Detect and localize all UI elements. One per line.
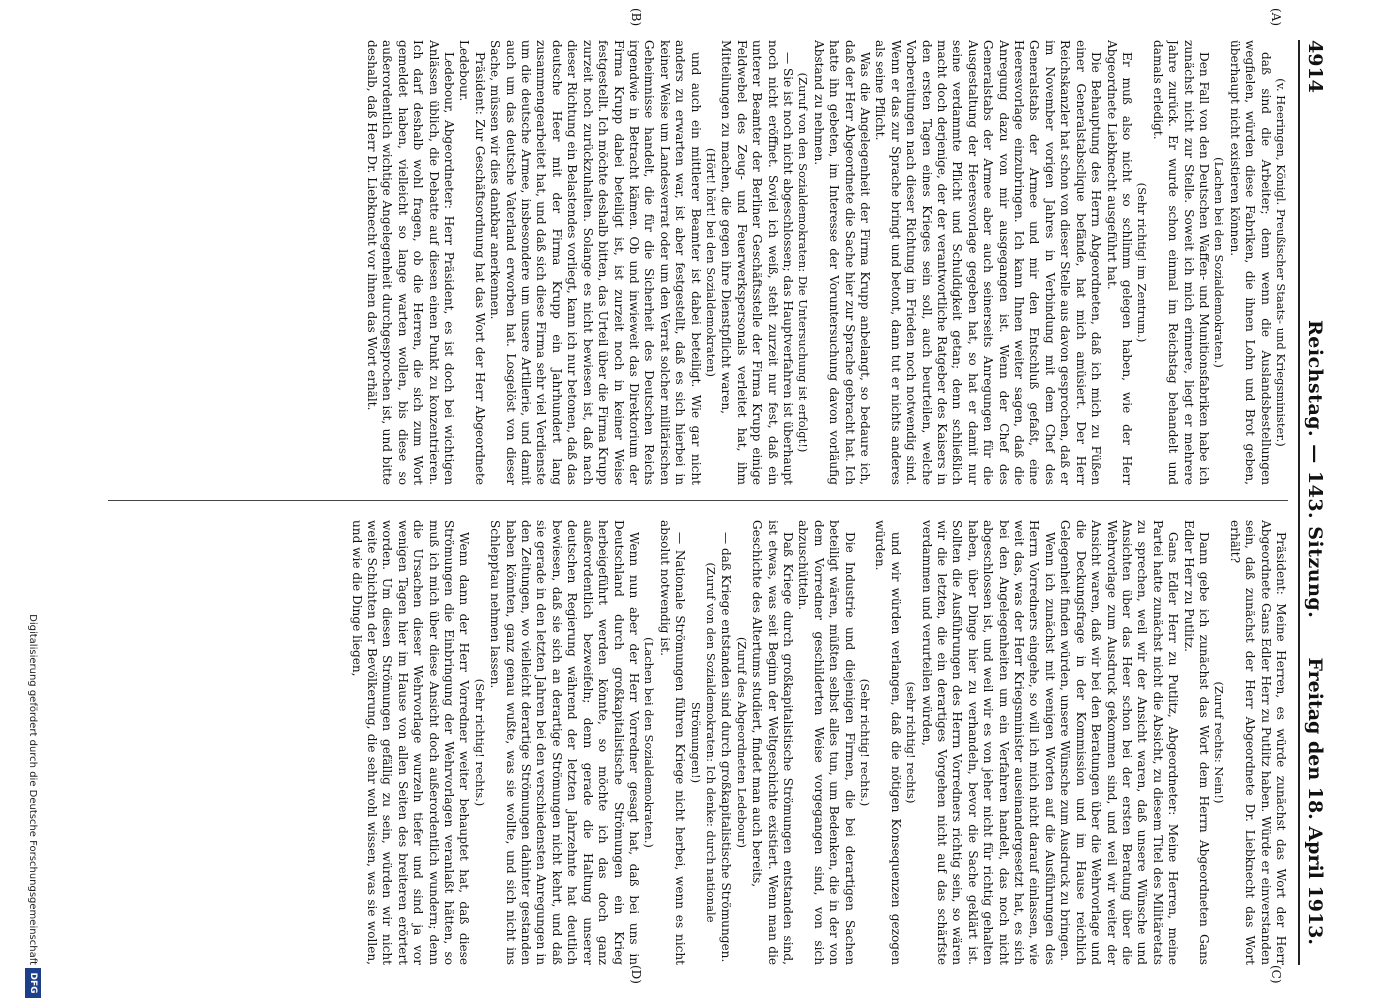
page-header xyxy=(1298,40,1328,965)
interjection: (Zuruf rechts: Nein!) xyxy=(1212,681,1227,804)
paragraph: Ledebour, Abgeordneter: Herr Präsident, es ist doch bei wichtigen Anlässen üblich, die Debatte auf diesen einen Punkt zu konzentrieren. Ich darf deshalb wohl fragen, ob die Herren, die sich zum Wort gemeldet haben, vielleicht so lange warten wollen, bis diese so außerordentlich wichtige Angelegenheit durchgesprochen ist, und bitte deshalb, daß Herr Dr. Liebknecht vor ihnen das Wort erhält. xyxy=(365,40,457,485)
left-text-column xyxy=(108,40,1288,485)
margin-marker-d: (D) xyxy=(629,965,643,984)
margin-marker-c: (C) xyxy=(1269,965,1283,984)
interjection: (Lachen bei den Sozialdemokraten.) xyxy=(642,637,657,848)
interjection: (Lachen bei den Sozialdemokraten.) xyxy=(1212,157,1227,368)
paragraph: Präsident: Zur Geschäftsordnung hat das Wort der Herr Abgeordnete Ledebour. xyxy=(457,40,487,485)
margin-marker-a: (A) xyxy=(1269,8,1283,27)
interjection: (Sehr richtig! rechts.) xyxy=(472,678,487,807)
dfg-logo: DFG xyxy=(25,968,41,998)
interjection: (Hört! hört! bei den Sozialdemokraten) xyxy=(703,147,718,377)
paragraph: — daß Kriege entstanden sind durch großkapitalistische Strömungen. xyxy=(719,532,734,963)
paragraph: — Sie ist noch nicht abgeschlossen; das Hauptverfahren ist überhaupt noch nicht eröffnet. Soviel ich weiß, steht zurzeit nur fest, daß ein unterer Beamter der Berliner Geschäftsstelle der Firma Krupp einige Feldwebel des Zeug- und Feuerwerkspersonals verleitet hat, ihm Mitteilungen zu machen, die gegen ihre Dienstpflicht waren, xyxy=(719,40,795,485)
paragraph: Präsident: Meine Herren, es würde zunächst das Wort der Herr Abgeordnete Gans Edler Herr zu Putlitz haben. Würde er einverstanden sein, daß zunächst der Herr Abgeordnete Dr. Liebknecht das Wort erhält? xyxy=(1227,520,1288,965)
interjection: (sehr richtig! rechts) xyxy=(904,681,919,804)
margin-marker-b: (B) xyxy=(629,8,643,27)
paragraph: Wenn ich zunächst mit wenigen Worten auf die Ausführungen des Herrn Vorredners eingehe, so will ich mich nicht darauf einlassen, wie weit das, was der Herr Kriegsminister auseinandergesetzt hat, es sich bei den Angelegenheiten um ein Verfahren handelt, das noch nicht abgeschlossen ist, und weil wir es von jeher nicht für richtig gehalten haben, über Dinge hier zu verhandeln, bevor die Sache geklärt ist. Sollten die Ausführungen des Herrn Vorredners richtig sein, so wären wir die letzten, die ein derartiges Vorgehen nicht auf das schärfste verdammen und verurteilen würden, xyxy=(919,520,1057,965)
paragraph: — Nationale Strömungen führen Kriege nicht herbei, wenn es nicht absolut notwendig ist. xyxy=(657,520,688,965)
interjection: (Sehr richtig! rechts.) xyxy=(858,678,873,807)
interjection: (Zuruf von den Sozialdemokraten: Die Untersuchung ist erfolgt!) xyxy=(796,72,811,453)
page-title: Reichstag. — 143. Sitzung. xyxy=(1304,320,1326,619)
session-date: Freitag den 18. April 1913. xyxy=(1304,657,1326,945)
paragraph: Gans Edler Herr zu Putlitz, Abgeordneter: Meine Herren, meine Partei hatte zunächst nicht die Absicht, zu diesem Titel des Militäretats zu sprechen, weil wir der Ansicht waren, daß unsere Wünsche und Ansichten über das Heer schon bei der ersten Beratung über die Wehrvorlage zum Ausdruck gekommen sind, und weil wir weiter der Ansicht waren, daß wir bei den Beratungen über die Wehrvorlage und die Deckungsfrage in der Kommission und im Hause reichlich Gelegenheit finden würden, unsere Wünsche zum Ausdruck zu bringen. xyxy=(1058,520,1181,965)
digitization-credit: Digitalisierung gefördert durch die Deutsche Forschungsgemeinschaft xyxy=(27,614,38,965)
paragraph: Die Behauptung des Herrn Abgeordneten, daß ich mich zu Füßen einer Generalstabsclique befände, hat mich amüsiert. Der Herr Reichskanzler hat schon von dieser Stelle aus davon gesprochen, daß er im November vorigen Jahres in Verbindung mit dem Chef des Generalstabs der Armee und mir den Entschluß gefaßt, eine Heeresvorlage einzubringen. Ich kann Ihnen weiter sagen, daß die Anregung dazu von mir ausgegangen ist. Wenn der Chef des Generalstabs der Armee aber auch seinerseits Anregungen für die Ausgestaltung der Heeresvorlage gegeben hat, so hat er damit nur seine verdammte Pflicht und Schuldigkeit getan; denn schließlich macht doch derjenige, der der verantwortliche Ratgeber des Kaisers in den ersten Tagen eines Krieges sein soll, auch beurteilen, welche Vorbereitungen nach dieser Richtung im Frieden noch notwendig sind. Wenn er das zur Sprache bringt und betont, dann tut er nichts anderes als seine Pflicht. xyxy=(873,40,1104,485)
column-divider xyxy=(108,500,1288,501)
paragraph: daß sind die Arbeiter; denn wenn die Auslandsbestellungen wegfielen, würden diese Fabriken, die ihnen Lohn und Brot geben, überhaupt nicht existieren können. xyxy=(1227,40,1273,485)
speaker-heading: (v. Heeringen, Königl. Preußischer Staats- und Kriegsminister.) xyxy=(1274,78,1288,447)
paragraph: Wenn nun aber der Herr Vorredner gesagt hat, daß bei uns in Deutschland durch großkapitalistische Strömungen ein Krieg herbeigeführt werden könnte, so möchte ich das doch ganz außerordentlich bezweifeln; denn gerade die Haltung unserer deutschen Regierung während der letzten Jahrzehnte hat deutlich bewiesen, daß sie sich an derartige Strömungen nicht kehrt, und daß sie gerade in den letzten Jahren bei den verschiedensten Anregungen in den Zeitungen, wo vielleicht derartige Strömungen dahinter gestanden haben könnten, ganz genau wußte, was sie wollte, und sich nicht ins Schlepptau nehmen lassen. xyxy=(488,520,641,965)
paragraph: und wir würden verlangen, daß die nötigen Konsequenzen gezogen würden. xyxy=(873,520,903,965)
interjection: (Zuruf des Abgeordneten Ledebour) xyxy=(734,636,749,849)
paragraph: Die Industrie und diejenigen Firmen, die bei derartigen Sachen beteiligt wären, müßten selbst alles tun, um Bedenken, die in der von dem Vorredner geschilderten Weise vorgegangen sind, von sich abzuschütteln. xyxy=(796,520,857,965)
interjection: (Zuruf von den Sozialdemokraten: Ich denke: durch nationale Strömungen!) xyxy=(688,562,718,923)
paragraph: Dann gebe ich zunächst das Wort dem Herrn Abgeordneten Gans Edler Herr zu Putlitz. xyxy=(1181,520,1211,965)
paragraph: Den Fall von den Deutschen Waffen- und Munitionsfabriken habe ich zunächst nicht zur Stelle. Soweit ich mich erinnere, liegt er mehrere Jahre zurück. Er wurde schon einmal im Reichstag behandelt und damals erledigt. xyxy=(1150,40,1211,485)
right-text-column xyxy=(108,520,1288,965)
paragraph: Was die Angelegenheit der Firma Krupp anbelangt, so bedaure ich, daß der Herr Abgeordnete die Sache hier zur Sprache gebracht hat. Ich hatte ihn gebeten, im Interesse der Voruntersuchung davon vorläufig Abstand zu nehmen. xyxy=(811,40,873,485)
paragraph: Daß Kriege durch großkapitalistische Strömungen entstanden sind, ist etwas, was seit Beginn der Weltgeschichte existiert. Wenn man die Geschichte des Altertums studiert, findet man auch bereits, xyxy=(750,520,795,965)
paragraph: und auch ein mittlerer Beamter ist dabei beteiligt. Wie gar nicht anders zu erwarten war, ist aber festgestellt, daß es sich hierbei in keiner Weise um Landesverrat oder um den Verrat solcher militärischen Geheimnisse handelt, die für die Sicherheit des Deutschen Reichs irgendwie in Betracht kämen. Ob und inwieweit das Direktorium der Firma Krupp dabei beteiligt ist, ist zurzeit noch in keiner Weise festgestellt. Ich möchte deshalb bitten, das Urteil über die Firma Krupp zurzeit noch zurückzuhalten. Solange es nicht bewiesen ist, daß nach dieser Richtung ein Belastendes vorliegt, kann ich nur betonen, daß das deutsche Heer mit der Firma Krupp ein Jahrhundert lang zusammengearbeitet hat, und daß sich diese Firma sehr viel Verdienste um die deutsche Armee, insbesondere um unsere Artillerie, und damit auch um das deutsche Vaterland erworben hat. Losgelöst von dieser Sache, müssen wir dies dankbar anerkennen. xyxy=(488,40,703,485)
paragraph: Wenn dann der Herr Vorredner weiter behauptet hat, daß diese Strömungen die Einbringung der Wehrvorlagen veranlaßt hätten, so muß ich mich über diese Ansicht doch außerordentlich wundern; denn die Ursachen dieser Wehrvorlage wurzeln tiefer und sind ja vor wenigen Tagen hier im Hause von allen Seiten des breiteren erörtert worden. Um diesen Strömungen gefällig zu sein, würden wir nicht weite Schichten der Bevölkerung, die sehr wohl wissen, was sie wollen, und wie die Dinge liegen, xyxy=(349,520,472,965)
paragraph: Er muß also nicht so schlimm gelegen haben, wie der Herr Abgeordnete Liebknecht ausgeführt hat. xyxy=(1104,40,1134,485)
interjection: (Sehr richtig! im Zentrum.) xyxy=(1135,182,1150,343)
page-number: 4914 xyxy=(1304,40,1326,93)
